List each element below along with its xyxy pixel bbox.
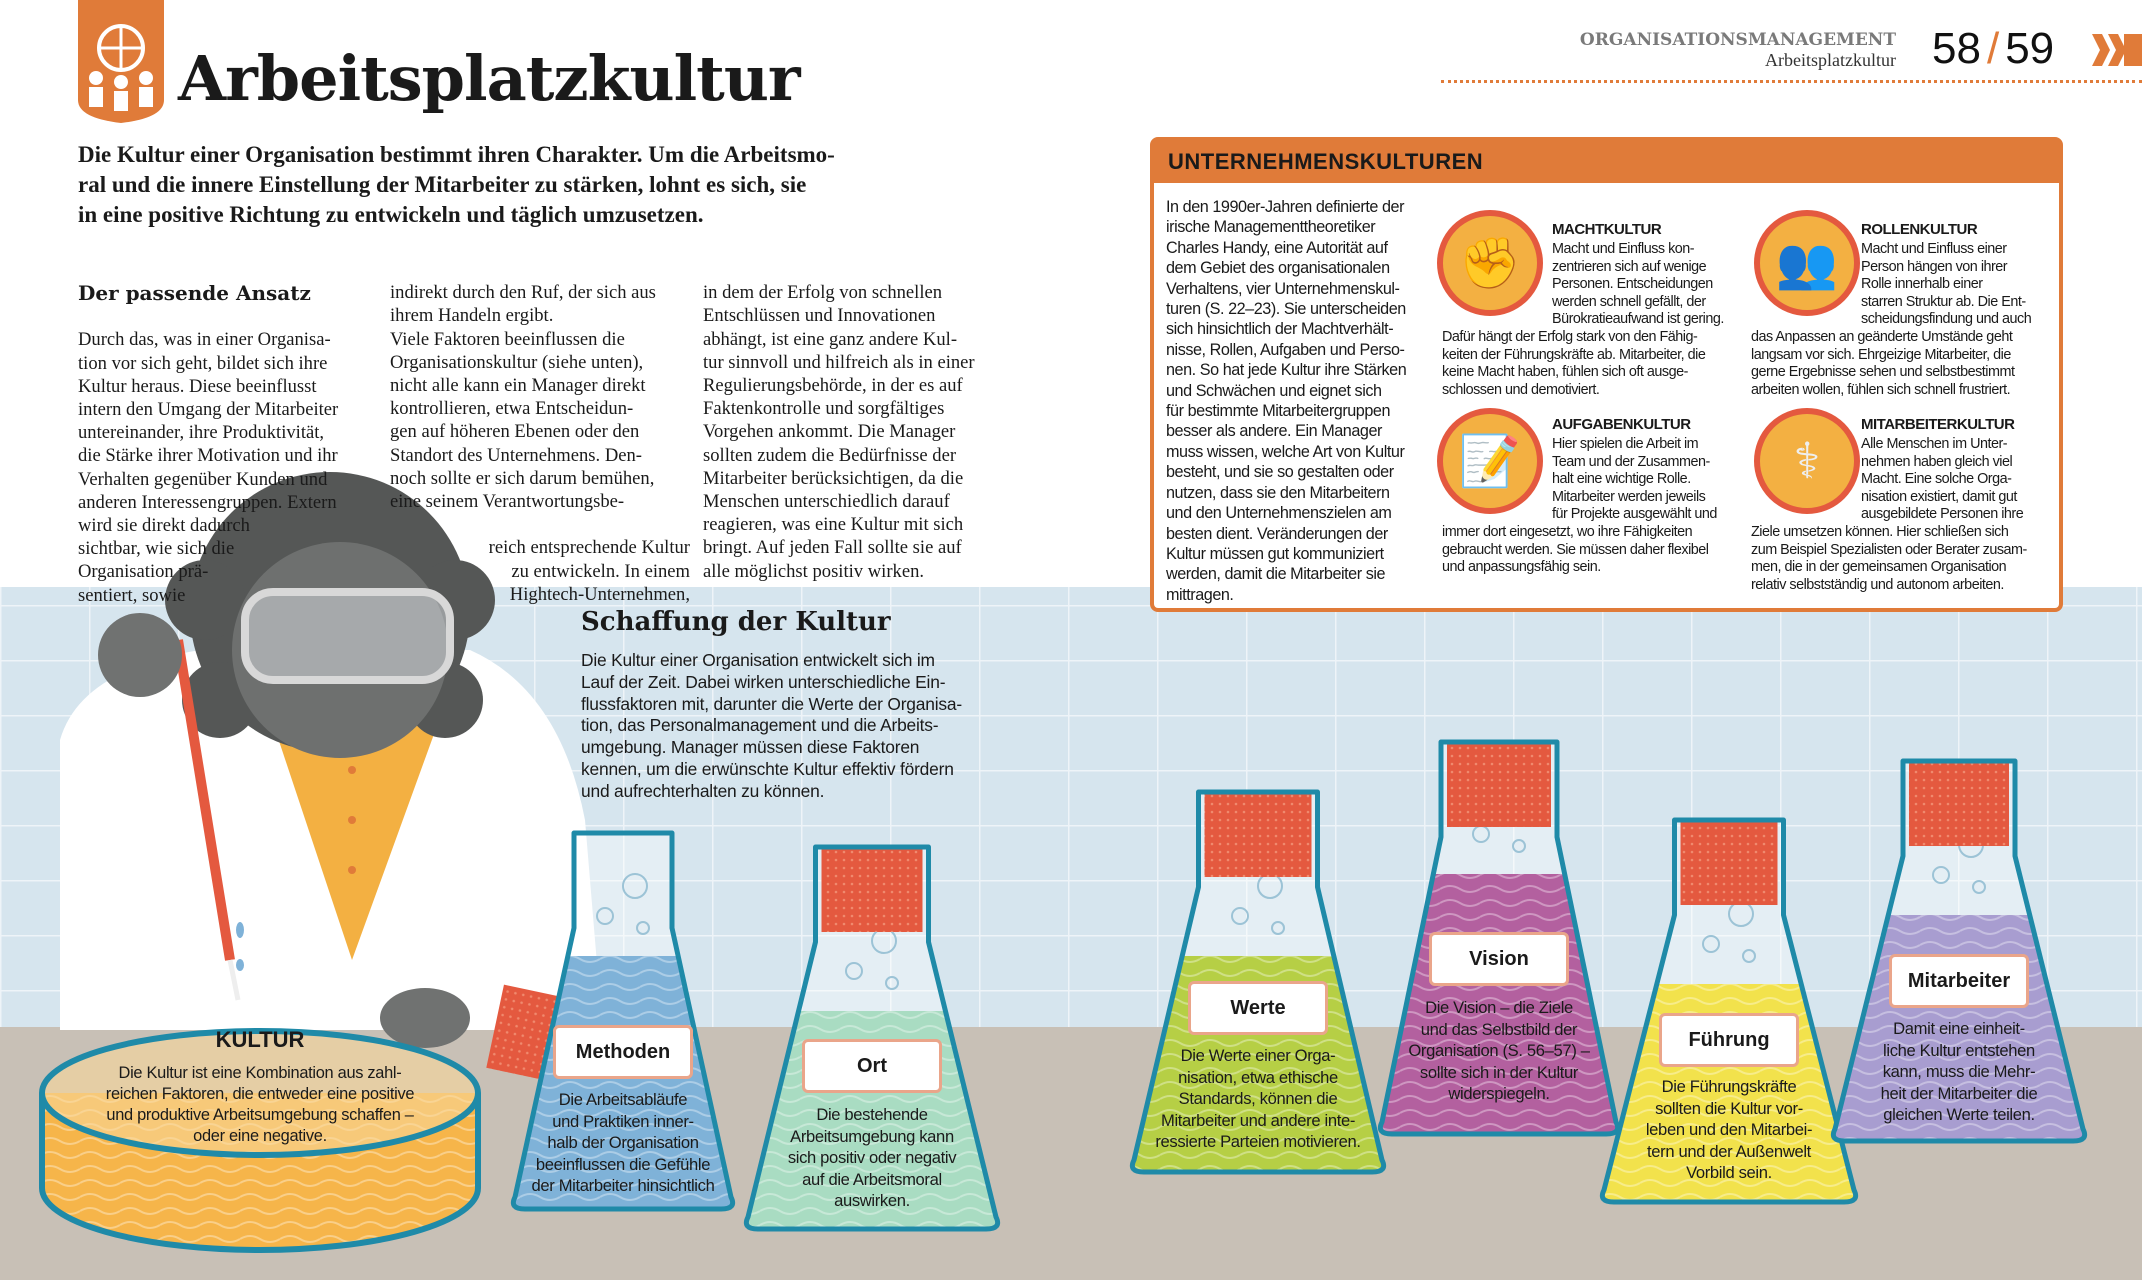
culture-text-continued: Dafür hängt der Erfolg stark von den Fähig- keiten der Führungskräfte ab. Mitarbeiter, die keine Macht haben, fühlen sich oft ausge- schlossen und demotiviert. [1442, 329, 1706, 398]
box-title: UNTERNEHMENSKULTUREN [1154, 141, 2059, 183]
culture-name: AUFGABENKULTUR [1552, 416, 1691, 433]
culture-name: MITARBEITERKULTUR [1861, 416, 2015, 433]
culture-text-continued: Ziele umsetzen können. Hier schließen sich zum Beispiel Spezialisten oder Berater zusam- men, die in der gemeinsamen Organisation relativ selbstständig und autonom arbeiten. [1751, 524, 2027, 593]
column-text: indirekt durch den Ruf, der sich aus ihrem Handeln ergibt. Viele Faktoren beeinflussen die Organisationskultur (siehe unten), nicht alle kann ein Manager direkt kontrollieren, etwa Entscheidun- gen auf höheren Ebenen oder den Standort des Unternehmens. Den- noch sollte er sich darum bemühen, eine seinem Verantwortungsbe- [390, 282, 656, 513]
culture-text-continued: immer dort eingesetzt, wo ihre Fähigkeiten gebraucht werden. Sie müssen daher flexibel und anpassungsfähig sein. [1442, 524, 1709, 576]
header-subtitle: Arbeitsplatzkultur [1765, 50, 1896, 70]
page-separator: / [1986, 24, 2000, 73]
culture-text: Macht und Einfluss kon- zentrieren sich auf wenige Personen. Entscheidungen werden schnell gefällt, der Bürokratieaufwand ist gering. [1552, 241, 1724, 328]
text-column-1 [78, 258, 378, 630]
header-section: ORGANISATIONSMANAGEMENT [1579, 30, 1896, 50]
flask-label: Vision [1429, 932, 1569, 986]
text-column-2 [390, 258, 690, 629]
box-intro: In den 1990er-Jahren definierte der irische Managementtheoretiker Charles Handy, eine Autorität auf dem Gebiet des organisationalen Verhaltens, vier Unternehmenskul- turen (S. 22–23). Sie unterscheiden sich hinsichtlich der Machtverhält- nisse, Rollen, Aufgaben und Perso- nen. So hat jede Kultur ihre Stärken und Schwächen und eignet sich für bestimmte Mitarbeitergruppen besser als andere. Ein Manager muss wissen, welche Art von Kultur besteht, und sie so gestalten oder nutzen, dass sie den Mitarbeitern und den Unternehmenszielen am besten dient. Veränderungen der Kultur müssen gut kommuniziert werden, damit die Mitarbeiter sie mittragen. [1166, 198, 1407, 604]
flask-label: Führung [1659, 1013, 1799, 1067]
flask-description: Die Arbeitsabläufe und Praktiken inner- halb der Organisation beeinflussen die Gefühle der Mitarbeiter hinsichtlich [531, 1090, 715, 1195]
flask-description: Die Vision – die Ziele und das Selbstbild der Organisation (S. 56–57) – sollte sich in der Kultur widerspiegeln. [1408, 998, 1590, 1103]
culture-text: Macht und Einfluss einer Person hängen von ihrer Rolle innerhalb einer starren Struktur ab. Die Ent- scheidungsfindung und auch [1861, 241, 2032, 328]
cork [1447, 742, 1551, 827]
intro-text: Die Kultur einer Organisation bestimmt ihren Charakter. Um die Arbeitsmo- ral und die innere Einstellung der Mitarbeiter zu stärken, lohnt es sich, sie in eine positive Richtung zu entwickeln und täglich umzusetzen. [78, 142, 835, 227]
cultures-box [1150, 137, 2063, 612]
flask-description: Damit eine einheit- liche Kultur entstehen kann, muss die Mehr- heit der Mitarbeiter die gleichen Werte teilen. [1880, 1019, 2038, 1124]
culture-text: Hier spielen die Arbeit im Team und der Zusammen- halt eine wichtige Rolle. Mitarbeiter werden jeweils für Projekte ausgewählt und [1552, 436, 1717, 523]
kultur-title: KULTUR [215, 1027, 305, 1052]
creation-heading: Schaffung der Kultur [581, 607, 891, 637]
creation-text: Die Kultur einer Organisation entwickelt sich im Lauf der Zeit. Dabei wirken unterschiedliche Ein- flussfaktoren mit, darunter die Werte der Organisa- tion, das Personalmanagement und die Arbeits- umgebung. Manager müssen diese Faktoren kennen, um die erwünschte Kultur effektiv fördern und aufrechterhalten zu können. [581, 650, 962, 801]
flask-label: Mitarbeiter [1889, 954, 2029, 1008]
cork [1681, 820, 1778, 905]
column-text: Durch das, was in einer Organisa- tion vor sich geht, bildet sich ihre Kultur heraus. Diese beeinflusst intern den Umgang der Mitarbeiter untereinander, ihre Produktivität, die Stärke ihrer Motivation und ihr Verhalten gegenüber Kunden und anderen Interessengruppen. Extern wird sie direkt dadurch sichtbar, wie sich die Organisation prä- sentiert, sowie [78, 329, 339, 606]
logo-globe-people-icon [78, 0, 164, 123]
page-left: 58 [1932, 24, 1981, 73]
page-title: Arbeitsplatzkultur [178, 42, 800, 115]
column-text-right: reich entsprechende Kultur zu entwickeln. In einem Hightech-Unternehmen, [488, 537, 690, 605]
notepad-pen-icon: 📝 [1437, 408, 1543, 514]
flask-label: Werte [1188, 981, 1328, 1035]
people-roles-icon: 👥 [1754, 210, 1860, 316]
flask-description: Die Führungskräfte sollten die Kultur vor- leben und den Mitarbei- tern und der Außenwelt Vorbild sein. [1645, 1077, 1813, 1182]
flask-description: Die Werte einer Orga- nisation, etwa ethische Standards, können die Mitarbeiter und andere inte- ressierte Parteien motivieren. [1155, 1046, 1361, 1151]
section-heading: Der passende Ansatz [78, 281, 311, 306]
flask-label: Methoden [553, 1025, 693, 1079]
cork [822, 847, 923, 932]
fist-icon: ✊ [1437, 210, 1543, 316]
header-divider [1441, 80, 2142, 83]
flask-description: Die bestehende Arbeitsumgebung kann sich positiv oder negativ auf die Arbeitsmoral auswirken. [787, 1105, 957, 1210]
column-text: in dem der Erfolg von schnellen Entschlüssen und Innovationen abhängt, ist eine ganz andere Kul- tur sinnvoll und hilfreich als in einer Regulierungsbehörde, in der es auf Faktenkontrolle und sorgfältiges Vorgehen ankommt. Die Manager sollten zudem die Bedürfnisse der Mitarbeiter berücksichtigen, da die Menschen unterschiedlich darauf reagieren, was eine Kultur mit sich bringt. Auf jeden Fall sollte sie auf alle möglichst positiv wirken. [703, 282, 975, 582]
next-arrows-icon [2092, 34, 2142, 66]
doctor-icon: ⚕ [1754, 408, 1860, 514]
culture-name: MACHTKULTUR [1552, 221, 1662, 238]
page-numbers [1932, 24, 2054, 74]
flask-label: Ort [802, 1039, 942, 1093]
cork [1909, 761, 2009, 846]
culture-name: ROLLENKULTUR [1861, 221, 1978, 238]
page-right: 59 [2005, 24, 2055, 73]
cork [1205, 792, 1312, 877]
text-column-3 [703, 258, 1003, 606]
culture-text: Alle Menschen im Unter- nehmen haben gleich viel Macht. Eine solche Orga- nisation existiert, damit gut ausgebildete Personen ihre [1861, 436, 2024, 523]
culture-text-continued: das Anpassen an geänderte Umstände geht langsam vor sich. Ehrgeizige Mitarbeiter, die gerne Ergebnisse sehen und selbstbestimmt arbeiten wollen, fühlen sich schnell frustriert. [1751, 329, 2015, 398]
kultur-text: Die Kultur ist eine Kombination aus zahl- reichen Faktoren, die entweder eine positive und produktive Arbeitsumgebung schaffen – oder eine negative. [105, 1064, 415, 1145]
